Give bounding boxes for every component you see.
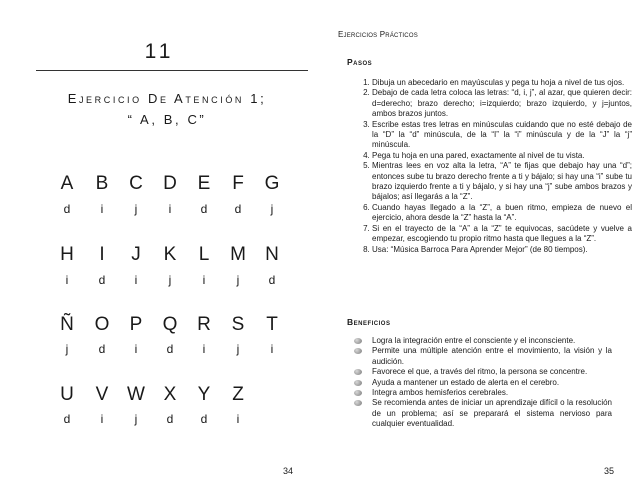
- grid-letter: A: [60, 173, 74, 194]
- grid-letter: L: [198, 244, 210, 265]
- grid-row-1-lower: [50, 202, 290, 232]
- grid-letter: R: [197, 314, 211, 335]
- list-item: 7. Si en el trayecto de la “A” a la “Z” te equivocas, sacúdete y vuelve a empezar, escogiendo tu propio ritmo hasta que llegues a la “Z”.: [372, 224, 632, 245]
- exercise-title-line2: “ A, B, C”: [127, 112, 207, 127]
- grid-letter: Y: [197, 384, 211, 405]
- grid-letter: M: [230, 244, 246, 265]
- bullet-icon: [354, 369, 362, 375]
- grid-letter: H: [60, 244, 74, 265]
- grid-lower: j: [270, 202, 274, 216]
- grid-lower: i: [236, 412, 240, 426]
- grid-letter: D: [163, 173, 177, 194]
- list-item: 8. Usa: “Música Barroca Para Aprender Mejor” (de 80 tiempos).: [372, 245, 632, 255]
- benefits-list: [352, 336, 612, 430]
- grid-lower: i: [202, 273, 206, 287]
- grid-letter: U: [60, 384, 74, 405]
- grid-letter: I: [99, 244, 105, 265]
- grid-lower: j: [65, 342, 69, 356]
- grid-letter: P: [129, 314, 143, 335]
- grid-lower: d: [268, 273, 276, 287]
- grid-letter: Z: [232, 384, 244, 405]
- benefit-text: Logra la integración entre el consciente y el inconsciente.: [372, 336, 576, 345]
- list-item: 1. Dibuja un abecedario en mayúsculas y pega tu hoja a nivel de tus ojos.: [372, 78, 632, 88]
- bullet-icon: [354, 348, 362, 354]
- grid-letter: Q: [162, 314, 178, 335]
- grid-lower: d: [200, 202, 208, 216]
- benefit-text: Favorece el que, a través del ritmo, la persona se concentre.: [372, 367, 588, 377]
- list-item: [352, 388, 612, 398]
- chapter-number: 11: [144, 40, 175, 63]
- grid-lower: d: [234, 202, 242, 216]
- grid-lower: i: [65, 273, 69, 287]
- grid-lower: i: [100, 412, 104, 426]
- right-page: [319, 0, 638, 493]
- exercise-title-line1: Ejercicio De Atención 1;: [67, 91, 267, 106]
- grid-lower: d: [166, 342, 174, 356]
- grid-letter: Ñ: [60, 314, 74, 335]
- bullet-icon: [354, 338, 362, 344]
- bullet-icon: [354, 380, 362, 386]
- bullet-icon: [354, 400, 362, 406]
- grid-row-3-lower: [50, 342, 290, 372]
- benefits-heading: Beneficios: [347, 317, 391, 327]
- steps-list: [352, 78, 632, 255]
- list-item: [352, 346, 612, 367]
- grid-lower: j: [236, 273, 240, 287]
- grid-row-3-letters: [50, 314, 290, 344]
- list-item: 5. Mientras lees en voz alta la letra, “A” te fijas que debajo hay una “d”; entonces sube tu brazo derecho frente a ti y bájalo; si hay una “i” sube tu brazo izquierdo frente a ti y bájalo, y si hay una “j” sube ambos brazos y bájalos; así llegarás a la “Z”.: [372, 161, 632, 203]
- grid-lower: d: [200, 412, 208, 426]
- list-item: 6. Cuando hayas llegado a la “Z”, a buen ritmo, empieza de nuevo el ejercicio, ahora desde la “Z” hasta la “A”.: [372, 203, 632, 224]
- exercise-title: [26, 88, 308, 130]
- list-item: [352, 398, 612, 429]
- page-number-left: 34: [283, 466, 294, 476]
- grid-lower: i: [270, 342, 274, 356]
- grid-lower: i: [134, 342, 138, 356]
- list-item: 2. Debajo de cada letra coloca las letras: “d, i, j”, al azar, que quieren decir: d=derecho; brazo derecho; i=izquierdo; brazo izquierdo, y j=juntos, ambos brazos juntos.: [372, 88, 632, 119]
- grid-letter: C: [129, 173, 143, 194]
- grid-lower: i: [202, 342, 206, 356]
- page-number-right: 35: [604, 466, 615, 476]
- grid-lower: d: [166, 412, 174, 426]
- grid-letter: B: [95, 173, 109, 194]
- grid-lower: i: [100, 202, 104, 216]
- grid-letter: O: [94, 314, 110, 335]
- benefit-text: Ayuda a mantener un estado de alerta en el cerebro.: [372, 377, 560, 387]
- grid-row-1-letters: [50, 173, 290, 203]
- grid-row-4-letters: [50, 384, 290, 414]
- grid-lower: d: [98, 342, 106, 356]
- grid-letter: N: [265, 244, 279, 265]
- benefit-text: Permite una múltiple atención entre el movimiento, la visión y la audición.: [372, 346, 612, 366]
- grid-lower: d: [63, 412, 71, 426]
- list-item: [352, 367, 612, 377]
- list-item: [352, 336, 612, 346]
- grid-lower: i: [134, 273, 138, 287]
- grid-letter: X: [163, 384, 177, 405]
- list-item: [352, 378, 612, 388]
- grid-letter: V: [95, 384, 109, 405]
- benefit-text: Integra ambos hemisferios cerebrales.: [372, 388, 509, 398]
- grid-letter: S: [231, 314, 245, 335]
- running-head: Ejercicios Prácticos: [338, 30, 418, 39]
- bullet-icon: [354, 390, 362, 396]
- grid-letter: F: [232, 173, 244, 194]
- grid-row-2-lower: [50, 273, 290, 303]
- grid-letter: G: [264, 173, 280, 194]
- grid-lower: i: [168, 202, 172, 216]
- grid-lower: j: [168, 273, 172, 287]
- title-divider: [36, 70, 308, 71]
- grid-lower: d: [63, 202, 71, 216]
- grid-letter: E: [197, 173, 211, 194]
- steps-heading: Pasos: [347, 57, 373, 67]
- benefit-text: Se recomienda antes de iniciar un aprendizaje difícil o la resolución de un problema; así se preparará el sistema nervioso para cualquier eventualidad.: [372, 398, 612, 429]
- list-item: 4. Pega tu hoja en una pared, exactamente al nivel de tu vista.: [372, 151, 632, 161]
- list-item: 3. Escribe estas tres letras en minúsculas cuidando que no esté debajo de la “D” la “d” minúscula, de la “I” la “i” minúscula y de la “J” la “j” minúscula.: [372, 120, 632, 151]
- grid-letter: K: [163, 244, 177, 265]
- grid-lower: j: [236, 342, 240, 356]
- grid-row-4-lower: [50, 412, 290, 442]
- grid-lower: j: [134, 202, 138, 216]
- grid-letter: J: [131, 244, 141, 265]
- grid-lower: j: [134, 412, 138, 426]
- grid-lower: d: [98, 273, 106, 287]
- grid-letter: W: [127, 384, 145, 405]
- grid-row-2-letters: [50, 244, 290, 274]
- grid-letter: T: [266, 314, 278, 335]
